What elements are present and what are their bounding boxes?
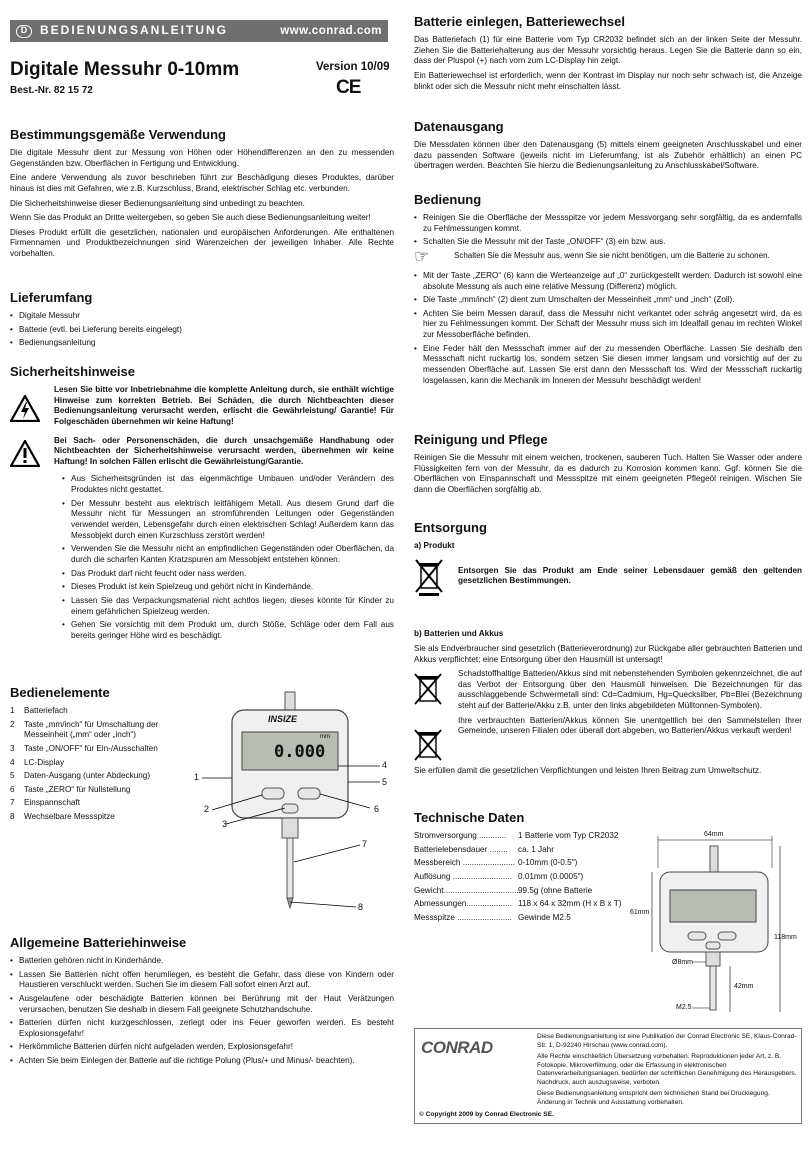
footer-line: Diese Bedienungsanleitung entspricht dem technischen Stand bei Drucklegung. Änderung in Technik und Ausstattung vorbehalten. bbox=[537, 1090, 770, 1106]
dim-height-body: 61mm bbox=[630, 909, 650, 916]
list-item: • Achten Sie beim Messen darauf, dass die Messuhr nicht verkantet oder schräg angesetzt wird, da es hier zu Fehlmessungen kommt. Der Schaft der Messuhr muss sich im Idealfall genau im rechten Winkel zur Messoberfläche befinden. bbox=[414, 309, 802, 341]
list-item: • Batterie (evtl. bei Lieferung bereits eingelegt) bbox=[10, 325, 394, 336]
pointing-hand-icon: ☞ bbox=[414, 246, 430, 266]
gauge-brand: INSIZE bbox=[268, 714, 298, 724]
spec-row: Abmessungen.................... 118 x 64 x 32mm (H x B x T) bbox=[414, 899, 622, 909]
list-item: • Schalten Sie die Messuhr mit der Taste „ON/OFF“ (3) ein bzw. aus. bbox=[414, 237, 802, 248]
language-badge: D bbox=[16, 25, 32, 38]
header-bar bbox=[10, 20, 388, 42]
heading-bedienung: Bedienung bbox=[414, 192, 482, 207]
list-item: • Das Produkt darf nicht feucht oder nass werden. bbox=[62, 569, 394, 580]
heading-technik: Technische Daten bbox=[414, 810, 525, 825]
spec-row: Batterielebensdauer ........ ca. 1 Jahr bbox=[414, 844, 554, 854]
paragraph: Wenn Sie das Produkt an Dritte weitergeben, so geben Sie auch diese Bedienungsanleitung weiter! bbox=[10, 213, 371, 223]
heading-sicherheit: Sicherheitshinweise bbox=[10, 364, 135, 379]
callout-1: 1 bbox=[194, 772, 200, 782]
list-item: • Lassen Sie das Verpackungsmaterial nicht achtlos liegen, dieses könnte für Kinder zu einem gefährlichen Spielzeug werden. bbox=[62, 596, 394, 617]
high-voltage-warning-icon bbox=[10, 395, 40, 423]
list-item: 6 Taste „ZERO“ für Nullstellung bbox=[10, 784, 131, 794]
callout-2: 2 bbox=[204, 804, 210, 814]
heading-batterie-einlegen: Batterie einlegen, Batteriewechsel bbox=[414, 14, 625, 29]
heading-lieferumfang: Lieferumfang bbox=[10, 290, 93, 305]
dim-diameter: Ø8mm bbox=[672, 959, 693, 966]
heading-entsorgung: Entsorgung bbox=[414, 520, 487, 535]
section-entsorgung bbox=[414, 520, 802, 781]
order-number: Best.-Nr. 82 15 72 bbox=[10, 85, 93, 96]
list-item: • Der Messuhr besteht aus elektrisch leitfähigem Metall. Aus diesem Grund darf die Messuhr nicht für Messungen an stromführenden Leitungen oder Gegenständen verwendet werden, Lebensgefahr durch einen elektrischen Schlag! Außerdem kann das Messobjekt durch einen Kurzschluss zerstört werden! bbox=[62, 499, 394, 542]
section-reinigung bbox=[414, 432, 802, 500]
publisher-footer bbox=[414, 1028, 802, 1124]
paragraph: Die digitale Messuhr dient zur Messung von Höhen oder Höhendifferenzen an den zu messenden Gegenständen bzw. Oberflächen in Fertigung und Entwicklung. bbox=[10, 147, 394, 168]
list-item: • Ausgelaufene oder beschädigte Batterien können bei Berührung mit der Haut Verätzungen verursachen, benutzen Sie deshalb in diesem Fall geeignete Schutzhandschuhe. bbox=[10, 994, 394, 1015]
list-item: • Verwenden Sie die Messuhr nicht an empfindlichen Gegenständen oder Oberflächen, da durch die scharfen Kanten Kratzspuren am Messobjekt entstehen können. bbox=[62, 544, 394, 565]
list-item: • Reinigen Sie die Oberfläche der Messspitze vor jedem Messvorgang sehr sorgfältig, da es andernfalls zu Fehlmessungen kommt. bbox=[414, 213, 802, 234]
gauge-diagram bbox=[190, 690, 390, 920]
section-technik bbox=[414, 810, 644, 926]
product-title: Digitale Messuhr 0-10mm bbox=[10, 59, 240, 80]
dimension-drawing bbox=[630, 828, 802, 1018]
paragraph: Das Batteriefach (1) für eine Batterie vom Typ CR2032 befindet sich an der linken Seite der Messuhr. Ziehen Sie die Batteriehalterung aus der Messuhr vorsichtig heraus. Legen Sie die Batterie dann so ein, dass der Pluspol (+) nach vorn zum LC-Display hin zeigt. bbox=[414, 34, 802, 66]
battery-bin-icon-2 bbox=[414, 729, 444, 767]
heading-datenausgang: Datenausgang bbox=[414, 119, 504, 134]
paragraph: Ein Batteriewechsel ist erforderlich, wenn der Kontrast im Display nur noch sehr schwach ist, die Anzeige blinkt oder sich die Messuhr nicht mehr einschalten lässt. bbox=[414, 70, 802, 91]
gauge-display-unit: mm bbox=[320, 734, 330, 740]
footer-line: Alle Rechte einschließlich Übersetzung vorbehalten. Reproduktionen jeder Art, z. B. Fotokopie, Mikroverfilmung, oder die Erfassung in elektronischen Datenverarbeitungsanlagen, bedürfen der schriftlichen Genehmigung des Herausgebers. Nachdruck, auch auszugsweise, verboten. bbox=[537, 1053, 797, 1086]
section-lieferumfang bbox=[10, 290, 394, 352]
version-label: Version 10/09 bbox=[316, 61, 390, 73]
list-item: 2 Taste „mm/inch“ für Umschaltung der Messeinheit („mm“ oder „inch“) bbox=[10, 719, 159, 740]
gauge-display-value: 0.000 bbox=[274, 742, 326, 762]
list-item: • Mit der Taste „ZERO“ (6) kann die Werteanzeige auf „0“ zurückgestellt werden. Dadurch ist sowohl eine absolute Messung als auch eine relative Messung (Differenz) möglich. bbox=[414, 271, 802, 292]
section-bedienelemente bbox=[10, 685, 180, 826]
heading-reinigung: Reinigung und Pflege bbox=[414, 432, 548, 447]
copyright: © Copyright 2009 by Conrad Electronic SE. bbox=[419, 1110, 554, 1118]
paragraph: Sie als Endverbraucher sind gesetzlich (Batterieverordnung) zur Rückgabe aller gebrauchten Batterien und Akkus verpflichtet; eine Entsorgung über den Hausmüll ist untersagt! bbox=[414, 643, 802, 664]
callout-7: 7 bbox=[362, 839, 368, 849]
spec-row: Messspitze ........................ Gewinde M2.5 bbox=[414, 912, 571, 922]
battery-bin-icon bbox=[414, 673, 444, 711]
callout-5: 5 bbox=[382, 777, 388, 787]
spec-row: Messbereich ....................... 0-10mm (0-0.5") bbox=[414, 858, 578, 868]
callout-4: 4 bbox=[382, 760, 388, 770]
dim-tip-length: 42mm bbox=[734, 983, 754, 990]
list-item: 7 Einspannschaft bbox=[10, 798, 80, 808]
paragraph: Ihre verbrauchten Batterien/Akkus können Sie unentgeltlich bei den Sammelstellen Ihrer Gemeinde, unseren Filialen oder überall dort abgeben, wo Batterien/Akkus verkauft werden! bbox=[458, 715, 802, 736]
list-item: • Dieses Produkt ist kein Spielzeug und gehört nicht in Kinderhände. bbox=[62, 582, 394, 593]
paragraph: Schadstoffhaltige Batterien/Akkus sind mit nebenstehenden Symbolen gekennzeichnet, die auf das Verbot der Entsorgung über den Hausmüll hinweisen. Die Bezeichnungen für das ausschlaggebende Schwermetall sind: Cd=Cadmium, Hg=Quecksilber, Pb=Blei (Bezeichnung steht auf der Batterie/Akku z.B. unter den links abgebildeten Mülltonnen-Symbolen). bbox=[458, 669, 802, 711]
callout-3: 3 bbox=[222, 819, 228, 829]
dim-width: 64mm bbox=[704, 831, 724, 838]
note-box bbox=[414, 246, 802, 266]
list-item: • Lassen Sie Batterien nicht offen herumliegen, es besteht die Gefahr, dass diese von Kindern oder Haustieren verschluckt werden. Suchen Sie im diesem Fall sofort einen Arzt auf. bbox=[10, 970, 394, 991]
section-datenausgang bbox=[414, 119, 802, 176]
list-item: 1 Batteriefach bbox=[10, 705, 68, 715]
paragraph: Eine andere Verwendung als zuvor beschrieben führt zur Beschädigung dieses Produktes, darüber hinaus ist dies mit Gefahren, wie z.B. Kurzschluss, Brand, elektrischer Schlag etc. verbunden. bbox=[10, 173, 394, 193]
spec-row: Gewicht................................. 99.5g (ohne Batterie bbox=[414, 885, 593, 895]
callout-8: 8 bbox=[358, 902, 364, 912]
subheading-batterien: b) Batterien und Akkus bbox=[414, 629, 504, 639]
conrad-logo: CONRAD bbox=[421, 1038, 493, 1057]
list-item: • Batterien gehören nicht in Kinderhände. bbox=[10, 956, 394, 967]
crossed-bin-icon bbox=[414, 558, 444, 600]
list-item: 4 LC-Display bbox=[10, 757, 65, 767]
section-sicherheit bbox=[10, 364, 394, 645]
note-text: Schalten Sie die Messuhr aus, wenn Sie sie nicht benötigen, um die Batterie zu schonen. bbox=[454, 250, 770, 260]
list-item: • Bedienungsanleitung bbox=[10, 338, 394, 349]
spec-row: Auflösung .......................... 0.01mm (0.0005") bbox=[414, 871, 584, 881]
heading-bestimmung: Bestimmungsgemäße Verwendung bbox=[10, 127, 226, 142]
list-item: • Herkömmliche Batterien dürfen nicht aufgeladen werden, Explosionsgefahr! bbox=[10, 1042, 394, 1053]
list-item: • Achten Sie beim Einlegen der Batterie auf die richtige Polung (Plus/+ und Minus/- beachten). bbox=[10, 1056, 394, 1067]
dimension-illustration bbox=[630, 828, 802, 1018]
list-item: 5 Daten-Ausgang (unter Abdeckung) bbox=[10, 771, 151, 781]
callout-6: 6 bbox=[374, 804, 380, 814]
list-item: 3 Taste „ON/OFF“ für Ein-/Ausschalten bbox=[10, 743, 158, 753]
list-item: • Die Taste „mm/inch“ (2) dient zum Umschalten der Messeinheit „mm“ und „inch“ (Zoll). bbox=[414, 295, 802, 306]
exclamation-warning-icon bbox=[10, 440, 40, 468]
paragraph: Die Messdaten können über den Datenausgang (5) mittels einem geeigneten Anschlusskabel und einer dazu passenden Software (jeweils nicht im Lieferumfang, ist als Zubehör erhältlich) an einen PC übertragen werden. Beachten Sie hierzu die Bedienungsanleitung zu Anschlusskabel/Software. bbox=[414, 139, 802, 171]
header-url[interactable]: www.conrad.com bbox=[280, 24, 382, 37]
paragraph: Dieses Produkt erfüllt die gesetzlichen, nationalen und europäischen Anforderungen. Alle enthaltenen Firmennamen und Produktbezeichnungen sind Warenzeichen der jeweiligen Inhaber. Alle Rechte vorbehalten. bbox=[10, 227, 394, 259]
subheading-produkt: a) Produkt bbox=[414, 540, 455, 550]
warning-text-2: Bei Sach- oder Personenschäden, die durch unsachgemäße Handhabung oder Nichtbeachten der Sicherheitshinweise verursacht werden, übernehmen wir keine Haftung! In solchen Fällen erlischt die Gewährleistung/Garantie. bbox=[54, 435, 394, 466]
section-batterie-einlegen bbox=[414, 14, 802, 96]
paragraph: Sie erfüllen damit die gesetzlichen Verpflichtungen und leisten Ihren Beitrag zum Umweltschutz. bbox=[414, 766, 762, 776]
paragraph: Die Sicherheitshinweise dieser Bedienungsanleitung sind unbedingt zu beachten. bbox=[10, 198, 305, 208]
warning-text-1: Lesen Sie bitte vor Inbetriebnahme die komplette Anleitung durch, sie enthält wichtige Hinweise zum korrekten Betrieb. Bei Schäden, die durch Nichtbeachten dieser Bedienungsanleitung verursacht werden, erlischt die Gewährleistung/ Garantie! Für Folgeschäden übernehmen wir keine Haftung! bbox=[54, 384, 394, 426]
list-item: • Gehen Sie vorsichtig mit dem Produkt um, durch Stöße, Schläge oder dem Fall aus bereits geringer Höhe wird es beschädigt. bbox=[62, 620, 394, 641]
list-item: • Batterien dürfen nicht kurzgeschlossen, zerlegt oder ins Feuer geworfen werden. Es besteht Explosionsgefahr! bbox=[10, 1018, 394, 1039]
footer-line: Diese Bedienungsanleitung ist eine Publikation der Conrad Electronic SE, Klaus-Conrad-Str. 1, D-92240 Hirschau (www.conrad.com). bbox=[537, 1033, 797, 1049]
heading-bedienelemente: Bedienelemente bbox=[10, 685, 110, 700]
section-bedienung bbox=[414, 192, 802, 389]
list-item: 8 Wechselbare Messspitze bbox=[10, 812, 115, 822]
list-item: • Eine Feder hält den Messschaft immer auf der zu messenden Oberfläche. Lassen Sie deshalb den Messschaft nicht ruckartig los, sondern setzen Sie diesen immer langsam und vorsichtig auf der zu messenden Oberfläche auf. Lassen Sie erst dann den Messschaft los. Wird der Messschaft ruckartig losgelassen, kann die Mechanik im Inneren der Messuhr beschädigt werden! bbox=[414, 344, 802, 387]
list-item: • Digitale Messuhr bbox=[10, 311, 394, 322]
dim-height-total: 118mm bbox=[774, 934, 797, 941]
paragraph: Reinigen Sie die Messuhr mit einem weichen, trockenen, sauberen Tuch. Halten Sie Wasser oder andere Flüssigkeiten fern von der Messuhr, da es dadurch zu Korrosion kommen kann. Ggf. können Sie die Oberflächen von Einspannschaft und Messspitze mit einem geeigneten Pflegeöl reinigen. Wischen Sie dann die Oberflächen sorgfältig ab. bbox=[414, 452, 802, 494]
doc-type-label: BEDIENUNGSANLEITUNG bbox=[40, 23, 229, 38]
ce-mark-icon: CE bbox=[336, 77, 361, 98]
dim-thread: M2.5 bbox=[676, 1004, 692, 1011]
section-batterie-allgemein bbox=[10, 935, 394, 1070]
product-disposal-text: Entsorgen Sie das Produkt am Ende seiner Lebensdauer gemäß den geltenden gesetzlichen Bestimmungen. bbox=[458, 565, 802, 586]
spec-row: Stromversorgung ............ 1 Batterie vom Typ CR2032 bbox=[414, 830, 619, 840]
list-item: • Aus Sicherheitsgründen ist das eigenmächtige Umbauen und/oder Verändern des Produktes nicht gestattet. bbox=[62, 474, 394, 495]
section-bestimmung bbox=[10, 127, 394, 264]
heading-batterie-allgemein: Allgemeine Batteriehinweise bbox=[10, 935, 187, 950]
